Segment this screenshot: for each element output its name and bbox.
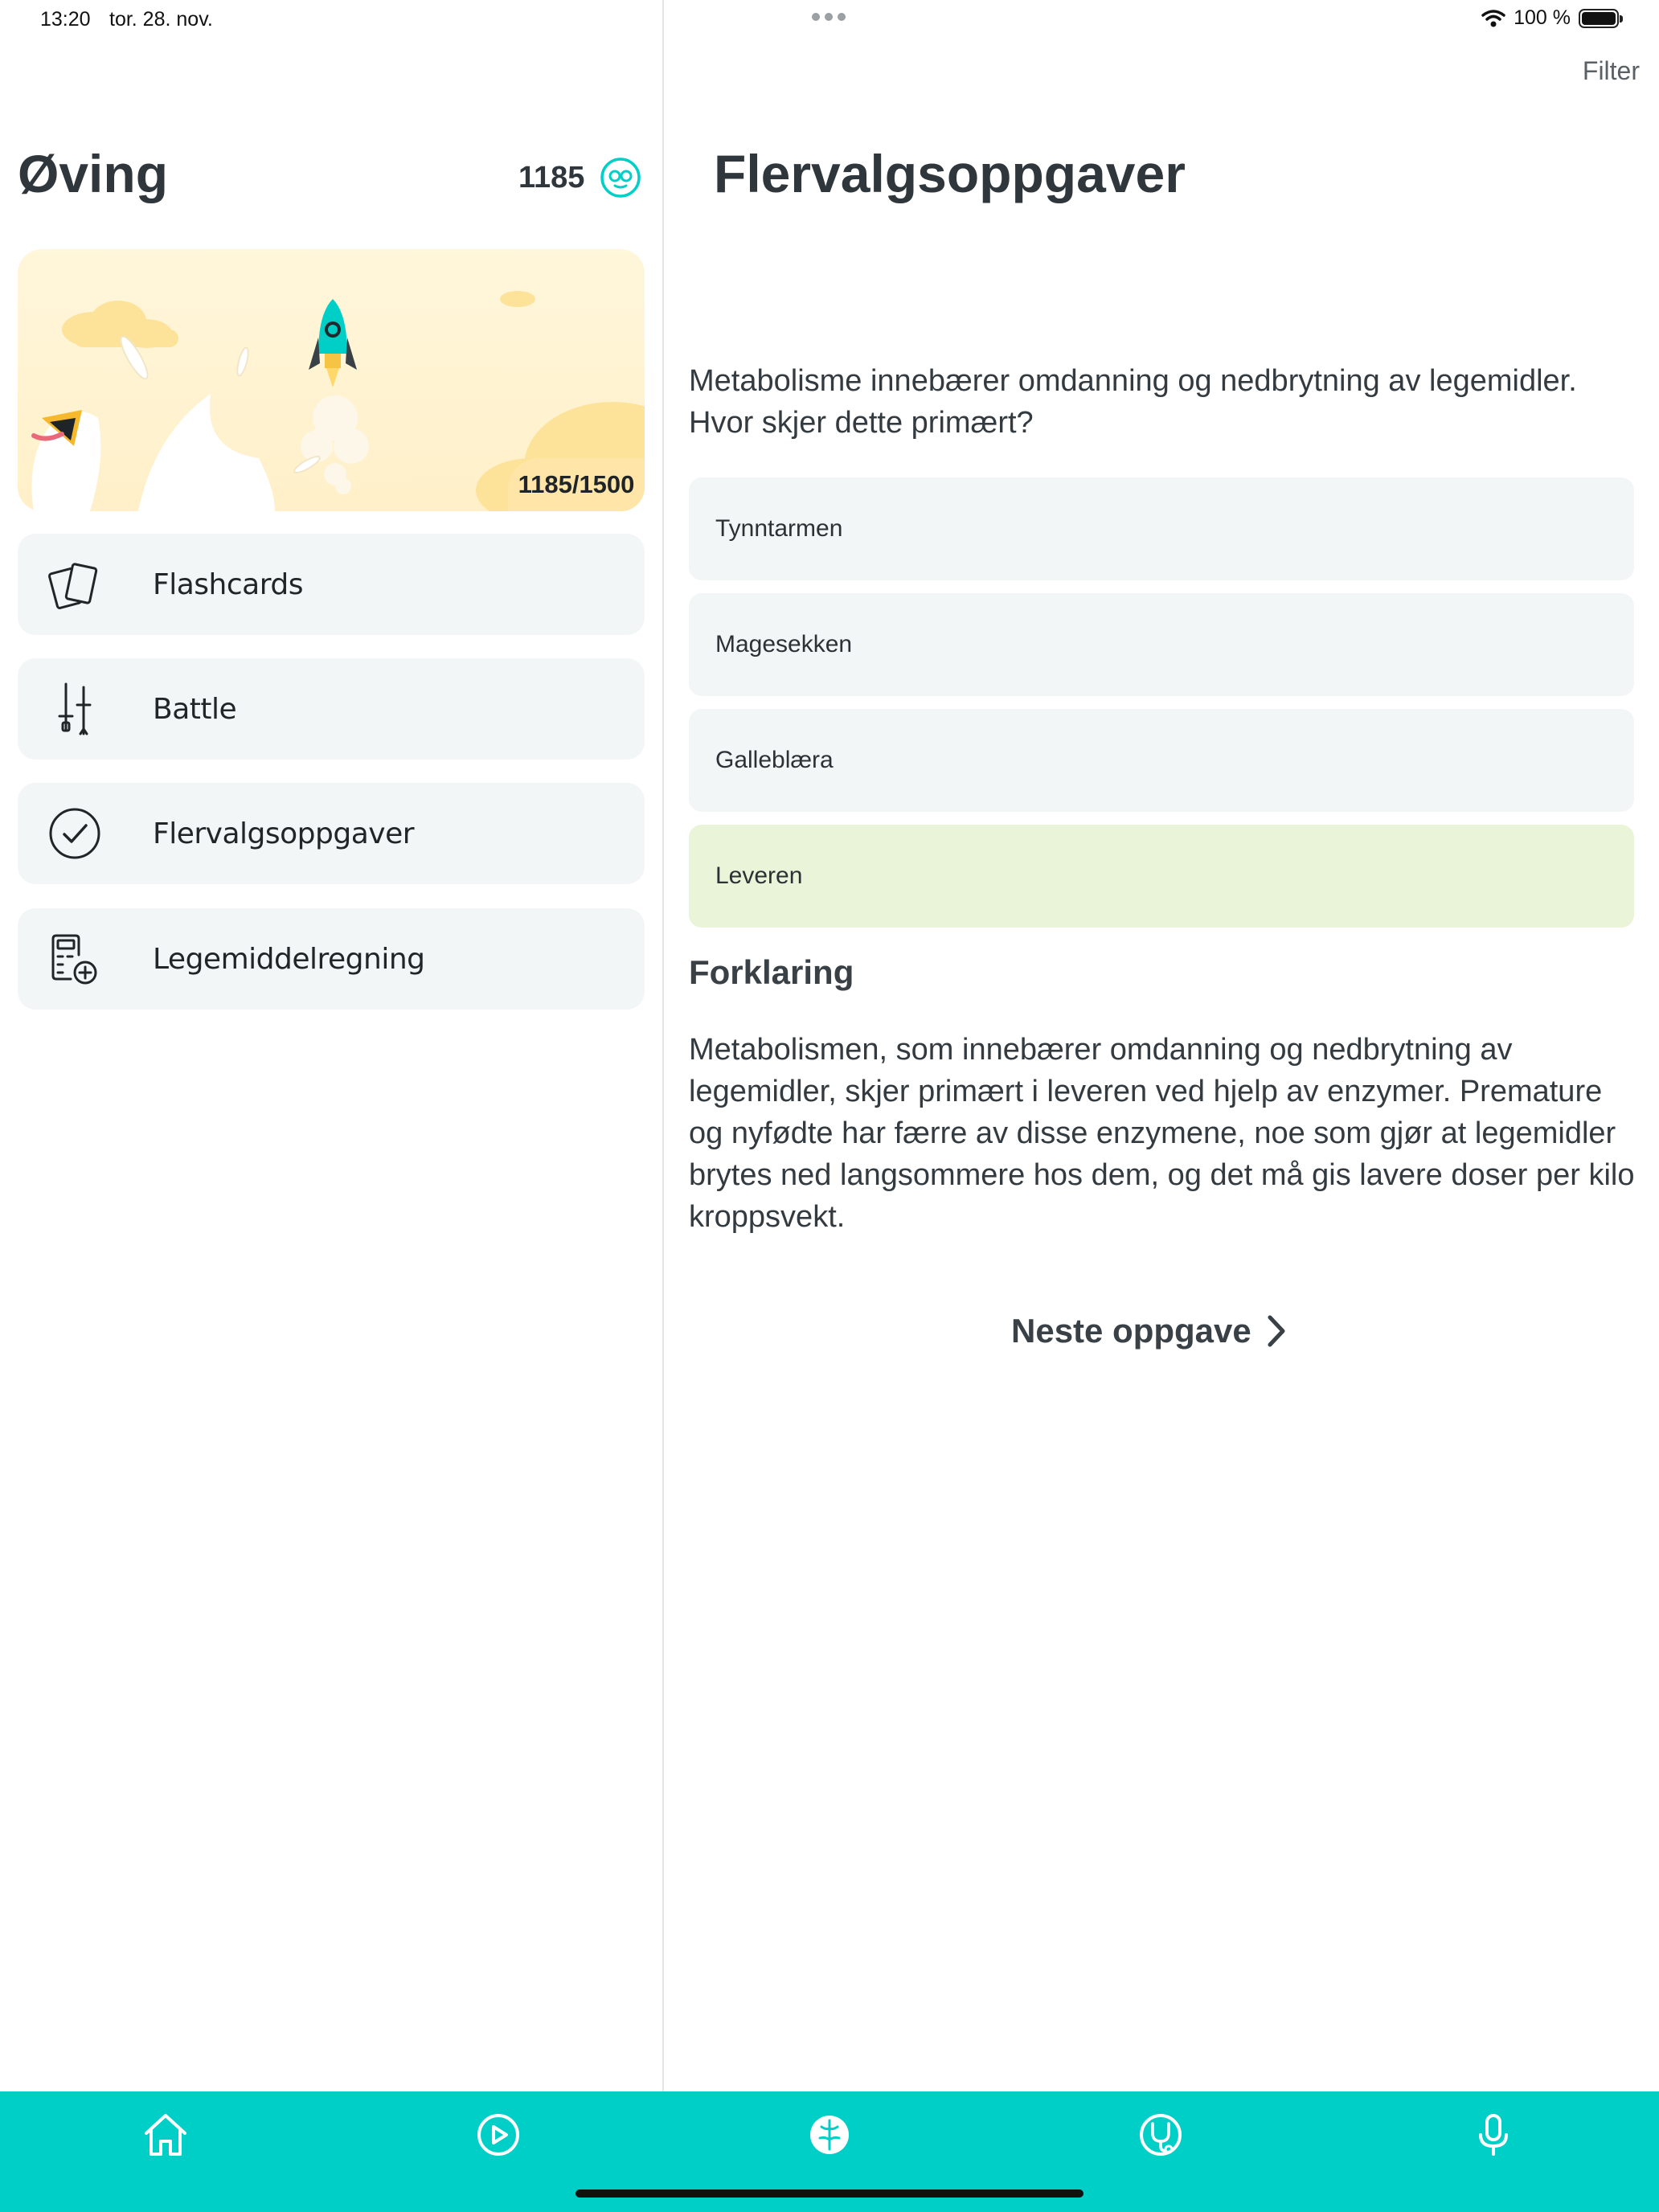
chevron-right-icon: [1266, 1314, 1287, 1348]
answer-option[interactable]: [689, 477, 1634, 580]
practice-sidebar: [0, 0, 662, 2091]
microphone-icon[interactable]: [1468, 2109, 1519, 2161]
explanation-heading: Forklaring: [689, 953, 854, 991]
question-text: Metabolisme innebærer omdanning og nedbrytning av legemidler. Hvor skjer dette primært?: [689, 364, 1577, 440]
quiz-title: Flervalgsoppgaver: [714, 144, 1186, 203]
answer-option-label: Tynntarmen: [715, 515, 843, 542]
menu-item-flashcards[interactable]: [18, 534, 645, 635]
answer-option-label: Galleblæra: [715, 747, 834, 773]
answer-option-correct[interactable]: [689, 825, 1634, 928]
page-title: Øving: [18, 144, 169, 203]
progress-badge: 1185/1500: [508, 458, 645, 511]
play-icon[interactable]: [473, 2109, 524, 2161]
battery-icon: [1579, 9, 1619, 28]
calculator-plus-icon: [47, 931, 103, 987]
answer-option[interactable]: [689, 593, 1634, 696]
cards-icon: [47, 556, 103, 612]
status-date: tor. 28. nov.: [109, 8, 213, 31]
filter-button[interactable]: Filter: [1582, 56, 1640, 85]
check-circle-icon: [47, 805, 103, 862]
menu-item-multiple-choice[interactable]: [18, 783, 645, 884]
battery-percent: 100 %: [1514, 6, 1571, 29]
menu-item-label: Flashcards: [153, 567, 303, 601]
answer-option-label: Leveren: [715, 862, 803, 889]
swords-icon: [47, 681, 103, 737]
menu-item-battle[interactable]: [18, 658, 645, 760]
answer-option-label: Magesekken: [715, 631, 853, 657]
next-question-button[interactable]: [1011, 1312, 1287, 1350]
status-time: 13:20: [40, 8, 91, 31]
stethoscope-icon[interactable]: [1135, 2109, 1186, 2161]
explanation-text: Metabolismen, som innebærer omdanning og nedbrytning av legemidler, skjer primært i leveren ved hjelp av enzymer. Premature og nyfødte har færre av disse enzymene, noe som gjør at legemidler brytes ned langsommere hos dem, og det må gis lavere doser per kilo kroppsvekt.: [689, 1033, 1635, 1234]
menu-item-label: Battle: [153, 692, 237, 726]
split-divider[interactable]: [662, 0, 664, 2091]
home-icon[interactable]: [140, 2109, 191, 2161]
menu-item-label: Flervalgsoppgaver: [153, 817, 415, 850]
progress-banner[interactable]: [18, 249, 645, 511]
menu-item-label: Legemiddelregning: [153, 942, 425, 976]
status-indicators: [1481, 6, 1619, 30]
coin-mascot-icon: [600, 157, 641, 199]
home-indicator[interactable]: [576, 2189, 1083, 2198]
multitasking-dots-icon[interactable]: [812, 13, 846, 21]
wifi-icon: [1481, 9, 1505, 28]
score-value: 1185: [518, 161, 585, 195]
menu-item-drug-calculation[interactable]: [18, 908, 645, 1010]
brain-icon[interactable]: [804, 2109, 855, 2161]
next-question-label: Neste oppgave: [1011, 1312, 1251, 1350]
answer-option[interactable]: [689, 709, 1634, 812]
